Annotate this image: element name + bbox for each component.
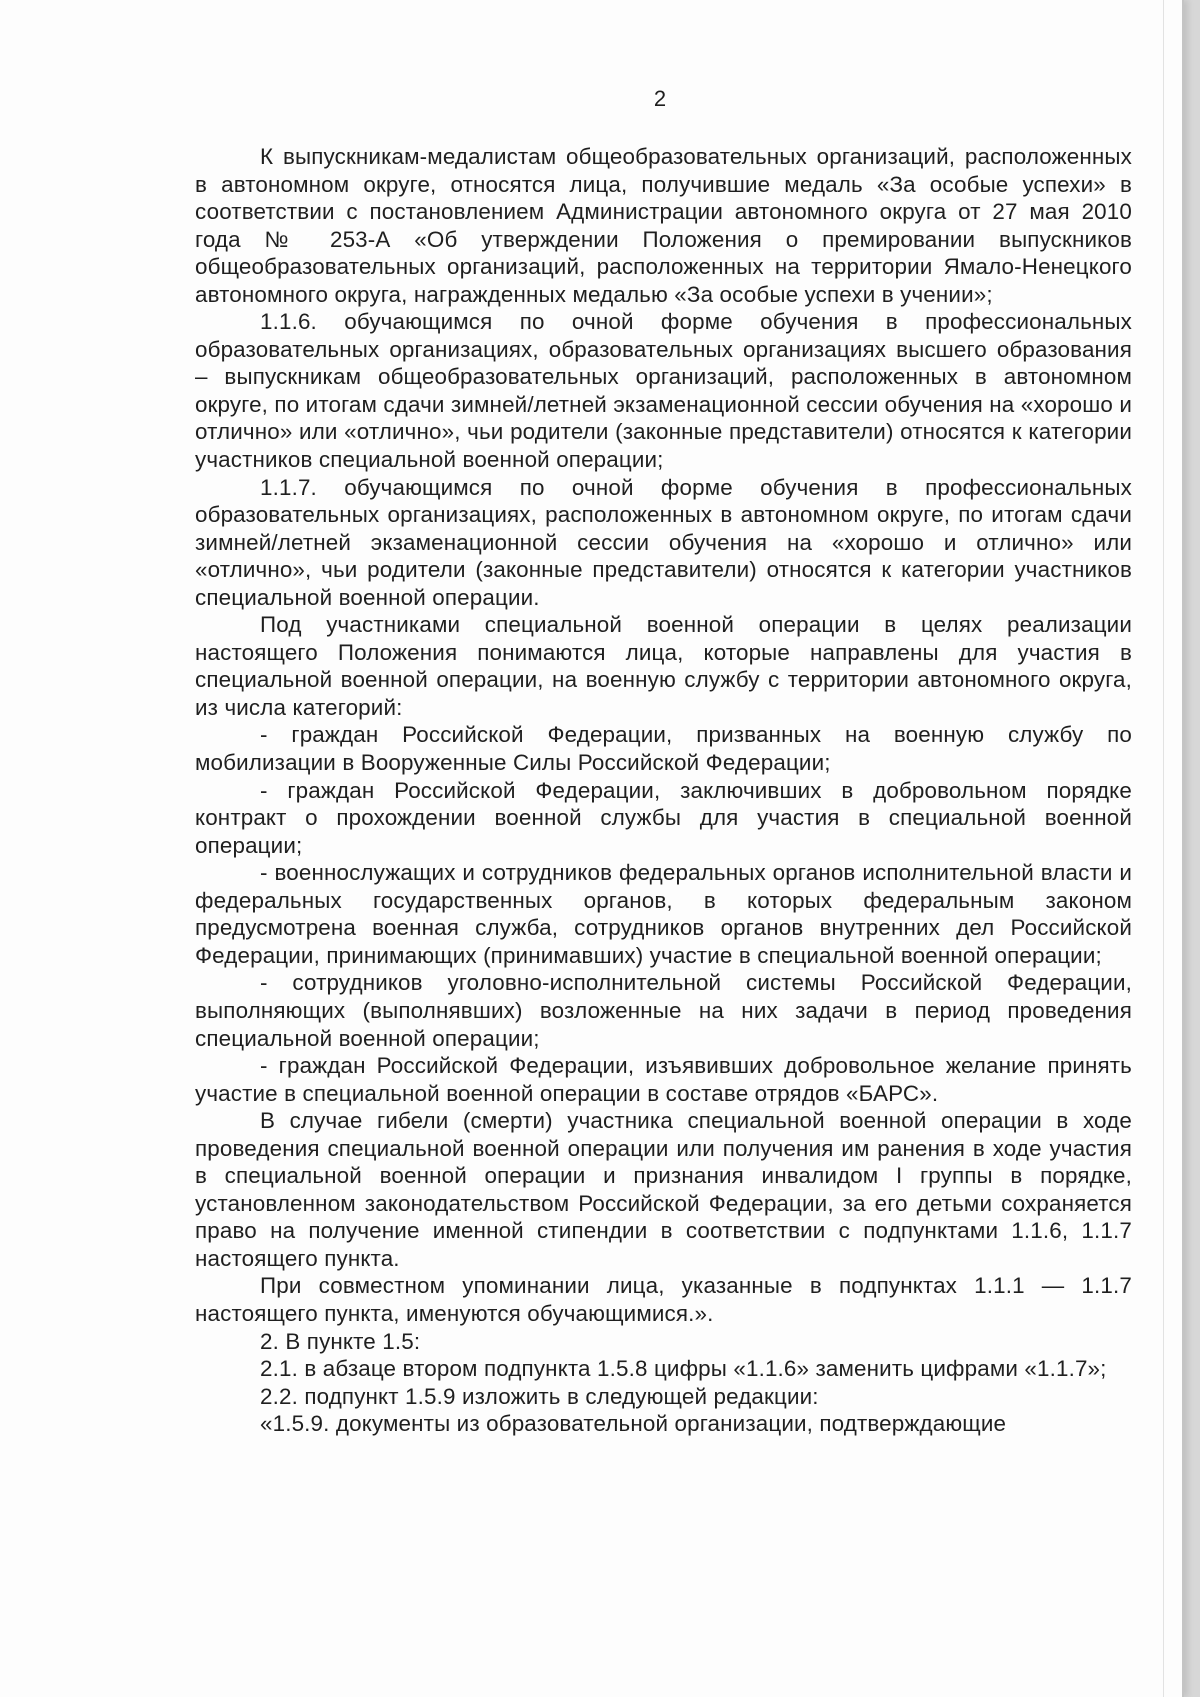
document-body	[195, 143, 1132, 1438]
paragraph-1-1-7: 1.1.7. обучающимся по очной форме обучения в профессиональных образовательных организациях, расположенных в автономном округе, по итогам сдачи зимней/летней экзаменационной сессии обучения на «хорошо и отлично» или «отлично», чьи родители (законные представители) относятся к категории участников специальной военной операции.	[195, 474, 1132, 610]
paragraph-1-1-6: 1.1.6. обучающимся по очной форме обучения в профессиональных образовательных организациях, образовательных организациях высшего образования – выпускникам общеобразовательных организаций, расположенных в автономном округе, по итогам сдачи зимней/летней экзаменационной сессии обучения на «хорошо и отлично» или «отлично», чьи родители (законные представители) относятся к категории участников специальной военной операции;	[195, 309, 1132, 473]
list-item-bars: - граждан Российской Федерации, изъявивших добровольное желание принять участие в специальной военной операции в составе отрядов «БАРС».	[195, 1053, 1132, 1106]
page-number: 2	[653, 86, 667, 111]
paragraph-item-2-1: 2.1. в абзаце втором подпункта 1.5.8 цифры «1.1.6» заменить цифрами «1.1.7»;	[260, 1356, 1107, 1382]
paragraph-joint-mention: При совместном упоминании лица, указанные в подпунктах 1.1.1 — 1.1.7 настоящего пункта, именуются обучающимися.».	[195, 1273, 1132, 1326]
paragraph-1-5-9: «1.5.9. документы из образовательной организации, подтверждающие	[260, 1411, 1007, 1437]
paragraph-medalists: К выпускникам-медалистам общеобразовательных организаций, расположенных в автономном округе, относятся лица, получившие медаль «За особые успехи» в соответствии с постановлением Администрации автономного округа от 27 мая 2010 года № 253-А «Об утверждении Положения о премировании выпускников общеобразовательных организаций, расположенных на территории Ямало-Ненецкого автономного округа, награжденных медалью «За особые успехи в учении»;	[195, 144, 1132, 307]
paragraph-item-2: 2. В пункте 1.5:	[260, 1328, 421, 1354]
paragraph-item-2-2: 2.2. подпункт 1.5.9 изложить в следующей редакции:	[260, 1383, 819, 1409]
list-item-servicemen: - военнослужащих и сотрудников федеральных органов исполнительной власти и федеральных государственных органов, в которых федеральным законом предусмотрена военная служба, сотрудников органов внутренних дел Российской Федерации, принимающих (принимавших) участие в специальной военной операции;	[195, 860, 1132, 968]
list-item-mobilized: - граждан Российской Федерации, призванных на военную службу по мобилизации в Вооруженные Силы Российской Федерации;	[195, 722, 1132, 776]
paragraph-svo-participants: Под участниками специальной военной операции в целях реализации настоящего Положения понимаются лица, которые направлены для участия в специальной военной операции, на военную службу с территории автономного округа, из числа категорий:	[195, 612, 1132, 720]
scan-edge-line	[1163, 0, 1164, 1697]
list-item-contract: - граждан Российской Федерации, заключивших в добровольном порядке контракт о прохождении военной службы для участия в специальной военной операции;	[195, 777, 1132, 858]
list-item-penitentiary: - сотрудников уголовно-исполнительной системы Российской Федерации, выполняющих (выполнявших) возложенные на них задачи в период проведения специальной военной операции;	[195, 970, 1132, 1051]
paragraph-death-injury: В случае гибели (смерти) участника специальной военной операции в ходе проведения специальной военной операции или получения им ранения в ходе участия в специальной военной операции и признания инвалидом I группы в порядке, установленном законодательством Российской Федерации, за его детьми сохраняется право на получение именной стипендии в соответствии с подпунктами 1.1.6, 1.1.7 настоящего пункта.	[195, 1108, 1132, 1271]
